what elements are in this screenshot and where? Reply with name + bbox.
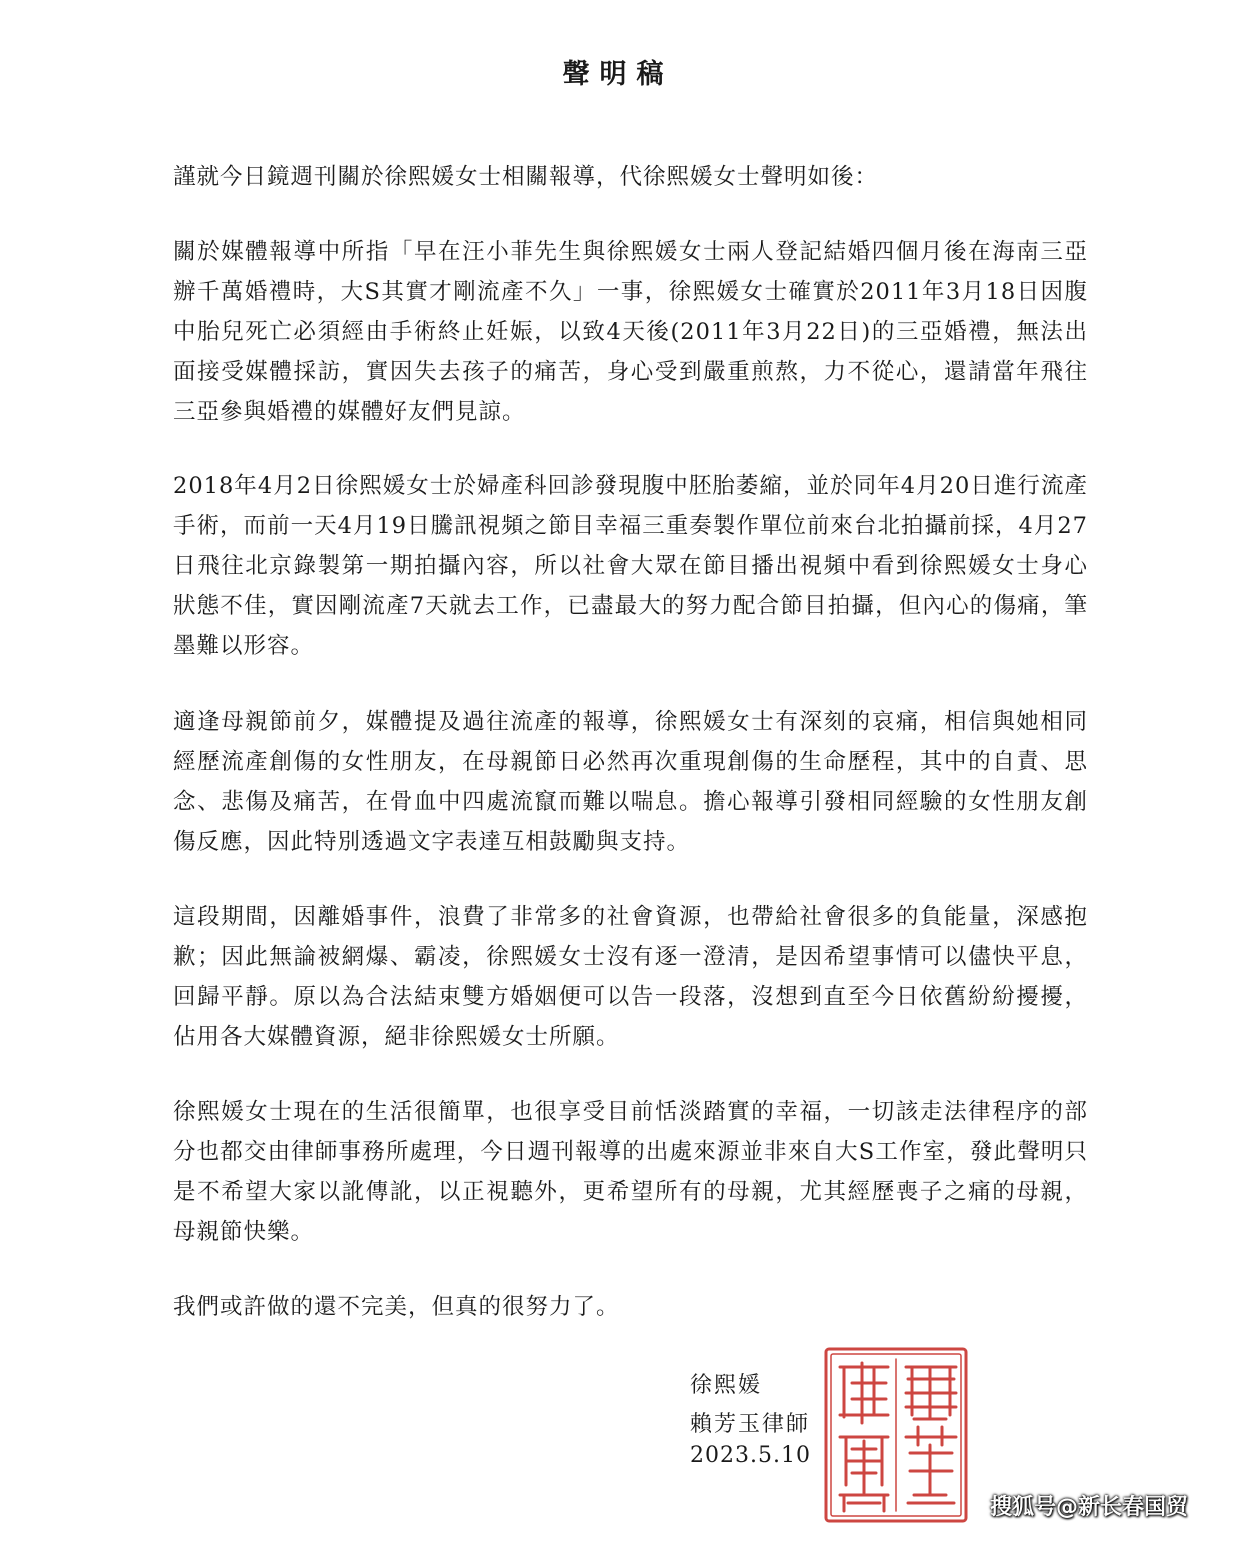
paragraph-2018-miscarriage: 2018年4月2日徐熙媛女士於婦產科回診發現腹中胚胎萎縮，並於同年4月20日進行流產手術，而前一天4月19日騰訊視頻之節目幸福三重奏製作單位前來台北拍攝前採，4月27日飛往北京錄製第一期拍攝內容，所以社會大眾在節目播出視頻中看到徐熙媛女士身心狀態不佳，實因剛流產7天就去工作，已盡最大的努力配合節目拍攝，但內心的傷痛，筆墨難以形容。 bbox=[173, 473, 1088, 659]
paragraph-current-life: 徐熙媛女士現在的生活很簡單，也很享受目前恬淡踏實的幸福，一切該走法律程序的部分也都交由律師事務所處理，今日週刊報導的出處來源並非來自大S工作室，發此聲明只是不希望大家以訛傳訛，以正視聽外，更希望所有的母親，尤其經歷喪子之痛的母親，母親節快樂。 bbox=[173, 1099, 1088, 1245]
document-title: 聲明稿 bbox=[562, 59, 674, 90]
lawyer-seal-stamp bbox=[822, 1345, 970, 1525]
signature-date: 2023.5.10 bbox=[690, 1443, 811, 1468]
paragraph-divorce: 這段期間，因離婚事件，浪費了非常多的社會資源，也帶給社會很多的負能量，深感抱歉；因此無論被網爆、霸凌，徐熙媛女士沒有逐一澄清，是因希望事情可以儘快平息，回歸平靜。原以為合法結束雙方婚姻便可以告一段落，沒想到直至今日依舊紛紛擾擾，佔用各大媒體資源，絕非徐熙媛女士所願。 bbox=[173, 904, 1088, 1050]
signature-name: 徐熙媛 bbox=[690, 1373, 763, 1398]
intro-paragraph: 謹就今日鏡週刊關於徐熙媛女士相關報導，代徐熙媛女士聲明如後： bbox=[173, 164, 879, 190]
watermark-text: 搜狐号@新长春国贸 bbox=[990, 1495, 1189, 1520]
paragraph-2011-miscarriage: 關於媒體報導中所指「早在汪小菲先生與徐熙媛女士兩人登記結婚四個月後在海南三亞辦千萬婚禮時，大S其實才剛流產不久」一事，徐熙媛女士確實於2011年3月18日因腹中胎兒死亡必須經由手術終止妊娠，以致4天後(2011年3月22日)的三亞婚禮，無法出面接受媒體採訪，實因失去孩子的痛苦，身心受到嚴重煎熬，力不從心，還請當年飛往三亞參與婚禮的媒體好友們見諒。 bbox=[173, 239, 1088, 425]
signature-lawyer: 賴芳玉律師 bbox=[690, 1412, 811, 1437]
paragraph-mothers-day: 適逢母親節前夕，媒體提及過往流產的報導，徐熙媛女士有深刻的哀痛，相信與她相同經歷流產創傷的女性朋友，在母親節日必然再次重現創傷的生命歷程，其中的自責、思念、悲傷及痛苦，在骨血中四處流竄而難以喘息。擔心報導引發相同經驗的女性朋友創傷反應，因此特別透過文字表達互相鼓勵與支持。 bbox=[173, 709, 1088, 855]
closing-paragraph: 我們或許做的還不完美，但真的很努力了。 bbox=[173, 1294, 620, 1320]
